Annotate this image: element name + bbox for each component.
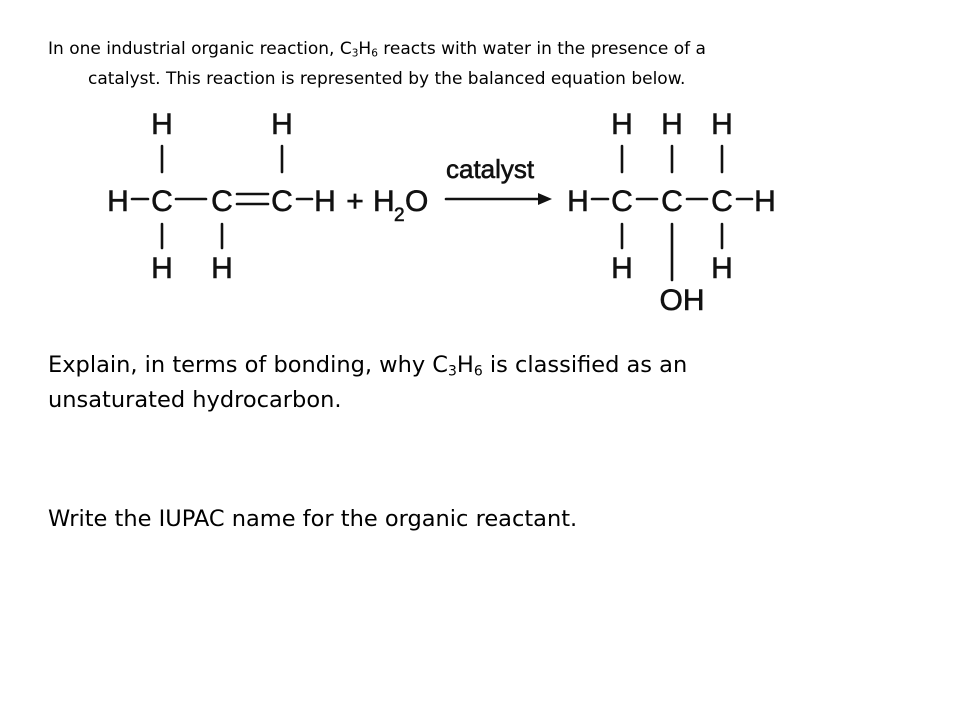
atom-h: H <box>711 252 733 285</box>
atom-h: H <box>151 252 173 285</box>
intro-line-1: In one industrial organic reaction, $C_3H_6$ reacts with water in the presence of a <box>48 39 706 60</box>
reaction-arrow-icon <box>538 193 552 205</box>
atom-c: C <box>151 185 173 218</box>
atom-h: H <box>611 252 633 285</box>
question-bonding <box>48 348 908 418</box>
atom-c: C <box>711 185 733 218</box>
atom-h: H <box>661 108 683 141</box>
question-bonding-line-1: Explain, in terms of bonding, why $C_3H_6$ is classified as an <box>48 352 688 380</box>
hydroxyl-group: OH <box>659 284 705 317</box>
water-subscript: 2 <box>394 205 405 226</box>
atom-h: H <box>567 185 589 218</box>
reactant-structure <box>107 108 336 285</box>
intro-text <box>48 34 908 88</box>
atom-h: H <box>211 252 233 285</box>
water-hydrogen: H <box>373 185 395 218</box>
water-formula <box>373 185 428 226</box>
atom-c: C <box>271 185 293 218</box>
atom-h: H <box>611 108 633 141</box>
product-structure <box>567 108 776 317</box>
intro-line-2: catalyst. This reaction is represented by the balanced equation below. <box>88 69 686 89</box>
reaction-equation <box>107 100 800 325</box>
atom-c: C <box>611 185 633 218</box>
catalyst-label: catalyst <box>446 154 535 184</box>
atom-h: H <box>314 185 336 218</box>
atom-h: H <box>107 185 129 218</box>
water-oxygen: O <box>405 185 429 218</box>
atom-h: H <box>151 108 173 141</box>
atom-h: H <box>711 108 733 141</box>
atom-h: H <box>271 108 293 141</box>
atom-c: C <box>661 185 683 218</box>
question-iupac-name: Write the IUPAC name for the organic reactant. <box>48 506 578 532</box>
atom-h: H <box>754 185 776 218</box>
question-bonding-line-2: unsaturated hydrocarbon. <box>48 387 342 413</box>
plus-sign: + <box>346 185 364 218</box>
atom-c: C <box>211 185 233 218</box>
